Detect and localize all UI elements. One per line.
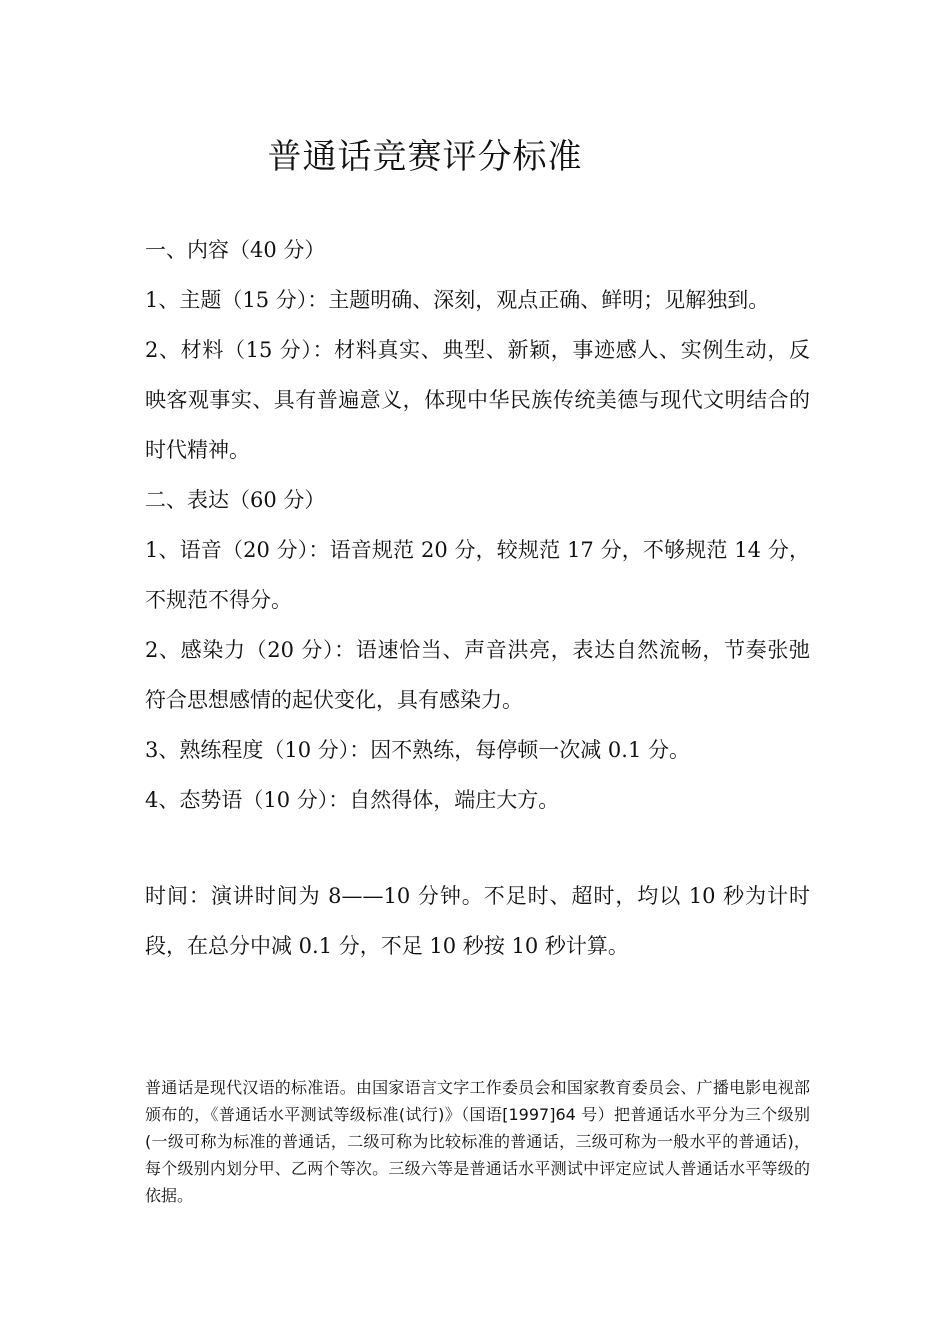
section-spacer: [145, 825, 810, 871]
expression-item-fluency: 3、熟练程度（10 分）：因不熟练，每停顿一次减 0.1 分。: [145, 738, 691, 762]
expression-item-appeal: 2、感染力（20 分）：语速恰当、声音洪亮，表达自然流畅，节奏张弛符合思想感情的起伏变化，具有感染力。: [145, 638, 810, 712]
expression-item-pronunciation: 1、语音（20 分）：语音规范 20 分，较规范 17 分，不够规范 14 分，不规范不得分。: [145, 538, 810, 612]
content-section-heading: 一、内容（40 分）: [145, 238, 326, 262]
scoring-criteria: [145, 225, 810, 971]
content-item-theme: 1、主题（15 分）：主题明确、深刻，观点正确、鲜明；见解独到。: [145, 288, 770, 312]
document-title: 普通话竞赛评分标准: [267, 137, 583, 177]
time-rule: 时间：演讲时间为 8——10 分钟。不足时、超时，均以 10 秒为计时段，在总分中减 0.1 分，不足 10 秒按 10 秒计算。: [145, 884, 810, 958]
content-item-material: 2、材料（15 分）：材料真实、典型、新颖，事迹感人、实例生动，反映客观事实、具有普遍意义，体现中华民族传统美德与现代文明结合的时代精神。: [145, 338, 810, 462]
expression-section-heading: 二、表达（60 分）: [145, 488, 326, 512]
footnote-paragraph: 普通话是现代汉语的标准语。由国家语言文字工作委员会和国家教育委员会、广播电影电视部颁布的，《普通话水平测试等级标准(试行)》（国语[1997]64 号）把普通话水平分为三个级别(一级可称为标准的普通话，二级可称为比较标准的普通话，三级可称为一般水平的普通话)，每个级别内划分甲、乙两个等次。三级六等是普通话水平测试中评定应试人普通话水平等级的依据。: [145, 1078, 810, 1205]
expression-item-body-language: 4、态势语（10 分）：自然得体，端庄大方。: [145, 788, 560, 812]
